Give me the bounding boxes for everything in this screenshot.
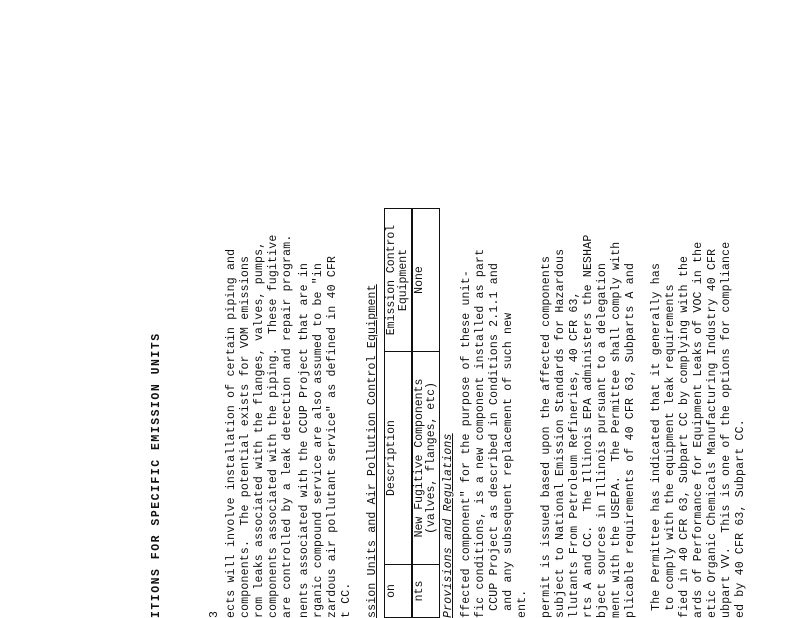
- paragraph-1-line: components associated with the piping. These fugitive: [267, 234, 280, 618]
- table-cell: New Fugitive Components (valves, flanges, etc): [412, 352, 440, 565]
- paragraph-4-line: bject sources in Illinois pursuant to a delegation: [596, 262, 609, 618]
- paragraph-5-line: ed by 40 CFR 63, Subpart CC.: [734, 419, 747, 618]
- table-header-row: [385, 209, 413, 618]
- paragraph-1-line: ects will involve installation of certain piping and: [225, 248, 238, 618]
- paragraph-2-line: rganic compound service are also assumed to be "in: [312, 262, 325, 618]
- paragraph-2-line: t CC.: [340, 582, 353, 618]
- table-header-cell: on: [385, 565, 413, 618]
- paragraph-4-line: subject to National Emission Standards for Hazardous: [554, 248, 567, 618]
- paragraph-4-line: permit is issued based upon the affected components: [540, 255, 553, 618]
- table-title: ssion Units and Air Pollution Control Equipment: [366, 284, 379, 618]
- paragraph-4-line: plicable requirements of 40 CFR 63, Subparts A and: [624, 262, 637, 618]
- table-row: [412, 209, 440, 618]
- paragraph-5-line: The Permittee has indicated that it generally has: [650, 262, 663, 618]
- table-cell: nts: [412, 565, 440, 618]
- section-number: 3: [208, 610, 221, 618]
- paragraph-1-line: are controlled by a leak detection and repair program.: [281, 234, 294, 618]
- paragraph-3-line: ent.: [516, 589, 529, 618]
- subheading: Provisions and Regulations: [442, 433, 455, 618]
- paragraph-2-line: nents associated with the CCUP Project that are in: [298, 262, 311, 618]
- section-heading: ITIONS FOR SPECIFIC EMISSION UNITS: [150, 332, 163, 618]
- paragraph-3-line: and any subsequent replacement of such new: [502, 312, 515, 618]
- paragraph-3-line: CCUP Project as described in Conditions 2.1.1 and: [488, 262, 501, 618]
- paragraph-4-line: llutants From Petroleum Refineries, 40 CFR 63,: [568, 291, 581, 618]
- paragraph-5-line: etic Organic Chemicals Manufacturing Industry 40 CFR: [706, 248, 719, 618]
- emission-units-table: [384, 208, 440, 618]
- paragraph-5-line: ards of Performance for Equipment Leaks of VOC in the: [692, 241, 705, 618]
- paragraph-5-line: to comply with the equipment leak requirements: [664, 284, 677, 618]
- paragraph-1-line: rom leaks associated with the flanges, valves, pumps,: [253, 241, 266, 618]
- paragraph-3-line: fic conditions, is a new component installed as part: [474, 248, 487, 618]
- table-cell: None: [412, 209, 440, 352]
- paragraph-5-line: fied in 40 CFR 63, Subpart CC by complying with the: [678, 255, 691, 618]
- paragraph-1-line: components. The potential exists for VOM emissions: [239, 255, 252, 618]
- paragraph-4-line: rts A and CC. The Illinois EPA administers the NESHAP: [582, 234, 595, 618]
- table-header-cell: Description: [385, 352, 413, 565]
- table-header-cell: Emission Control Equipment: [385, 209, 413, 352]
- paragraph-2-line: zardous air pollutant service" as defined in 40 CFR: [326, 255, 339, 618]
- paragraph-4-line: ment with the USEPA. The Permittee shall comply with: [610, 241, 623, 618]
- rotated-page-content: [140, 0, 747, 618]
- paragraph-5-line: ubpart VV. This is one of the options for compliance: [720, 241, 733, 618]
- paragraph-3-line: ffected component" for the purpose of these unit-: [460, 270, 473, 618]
